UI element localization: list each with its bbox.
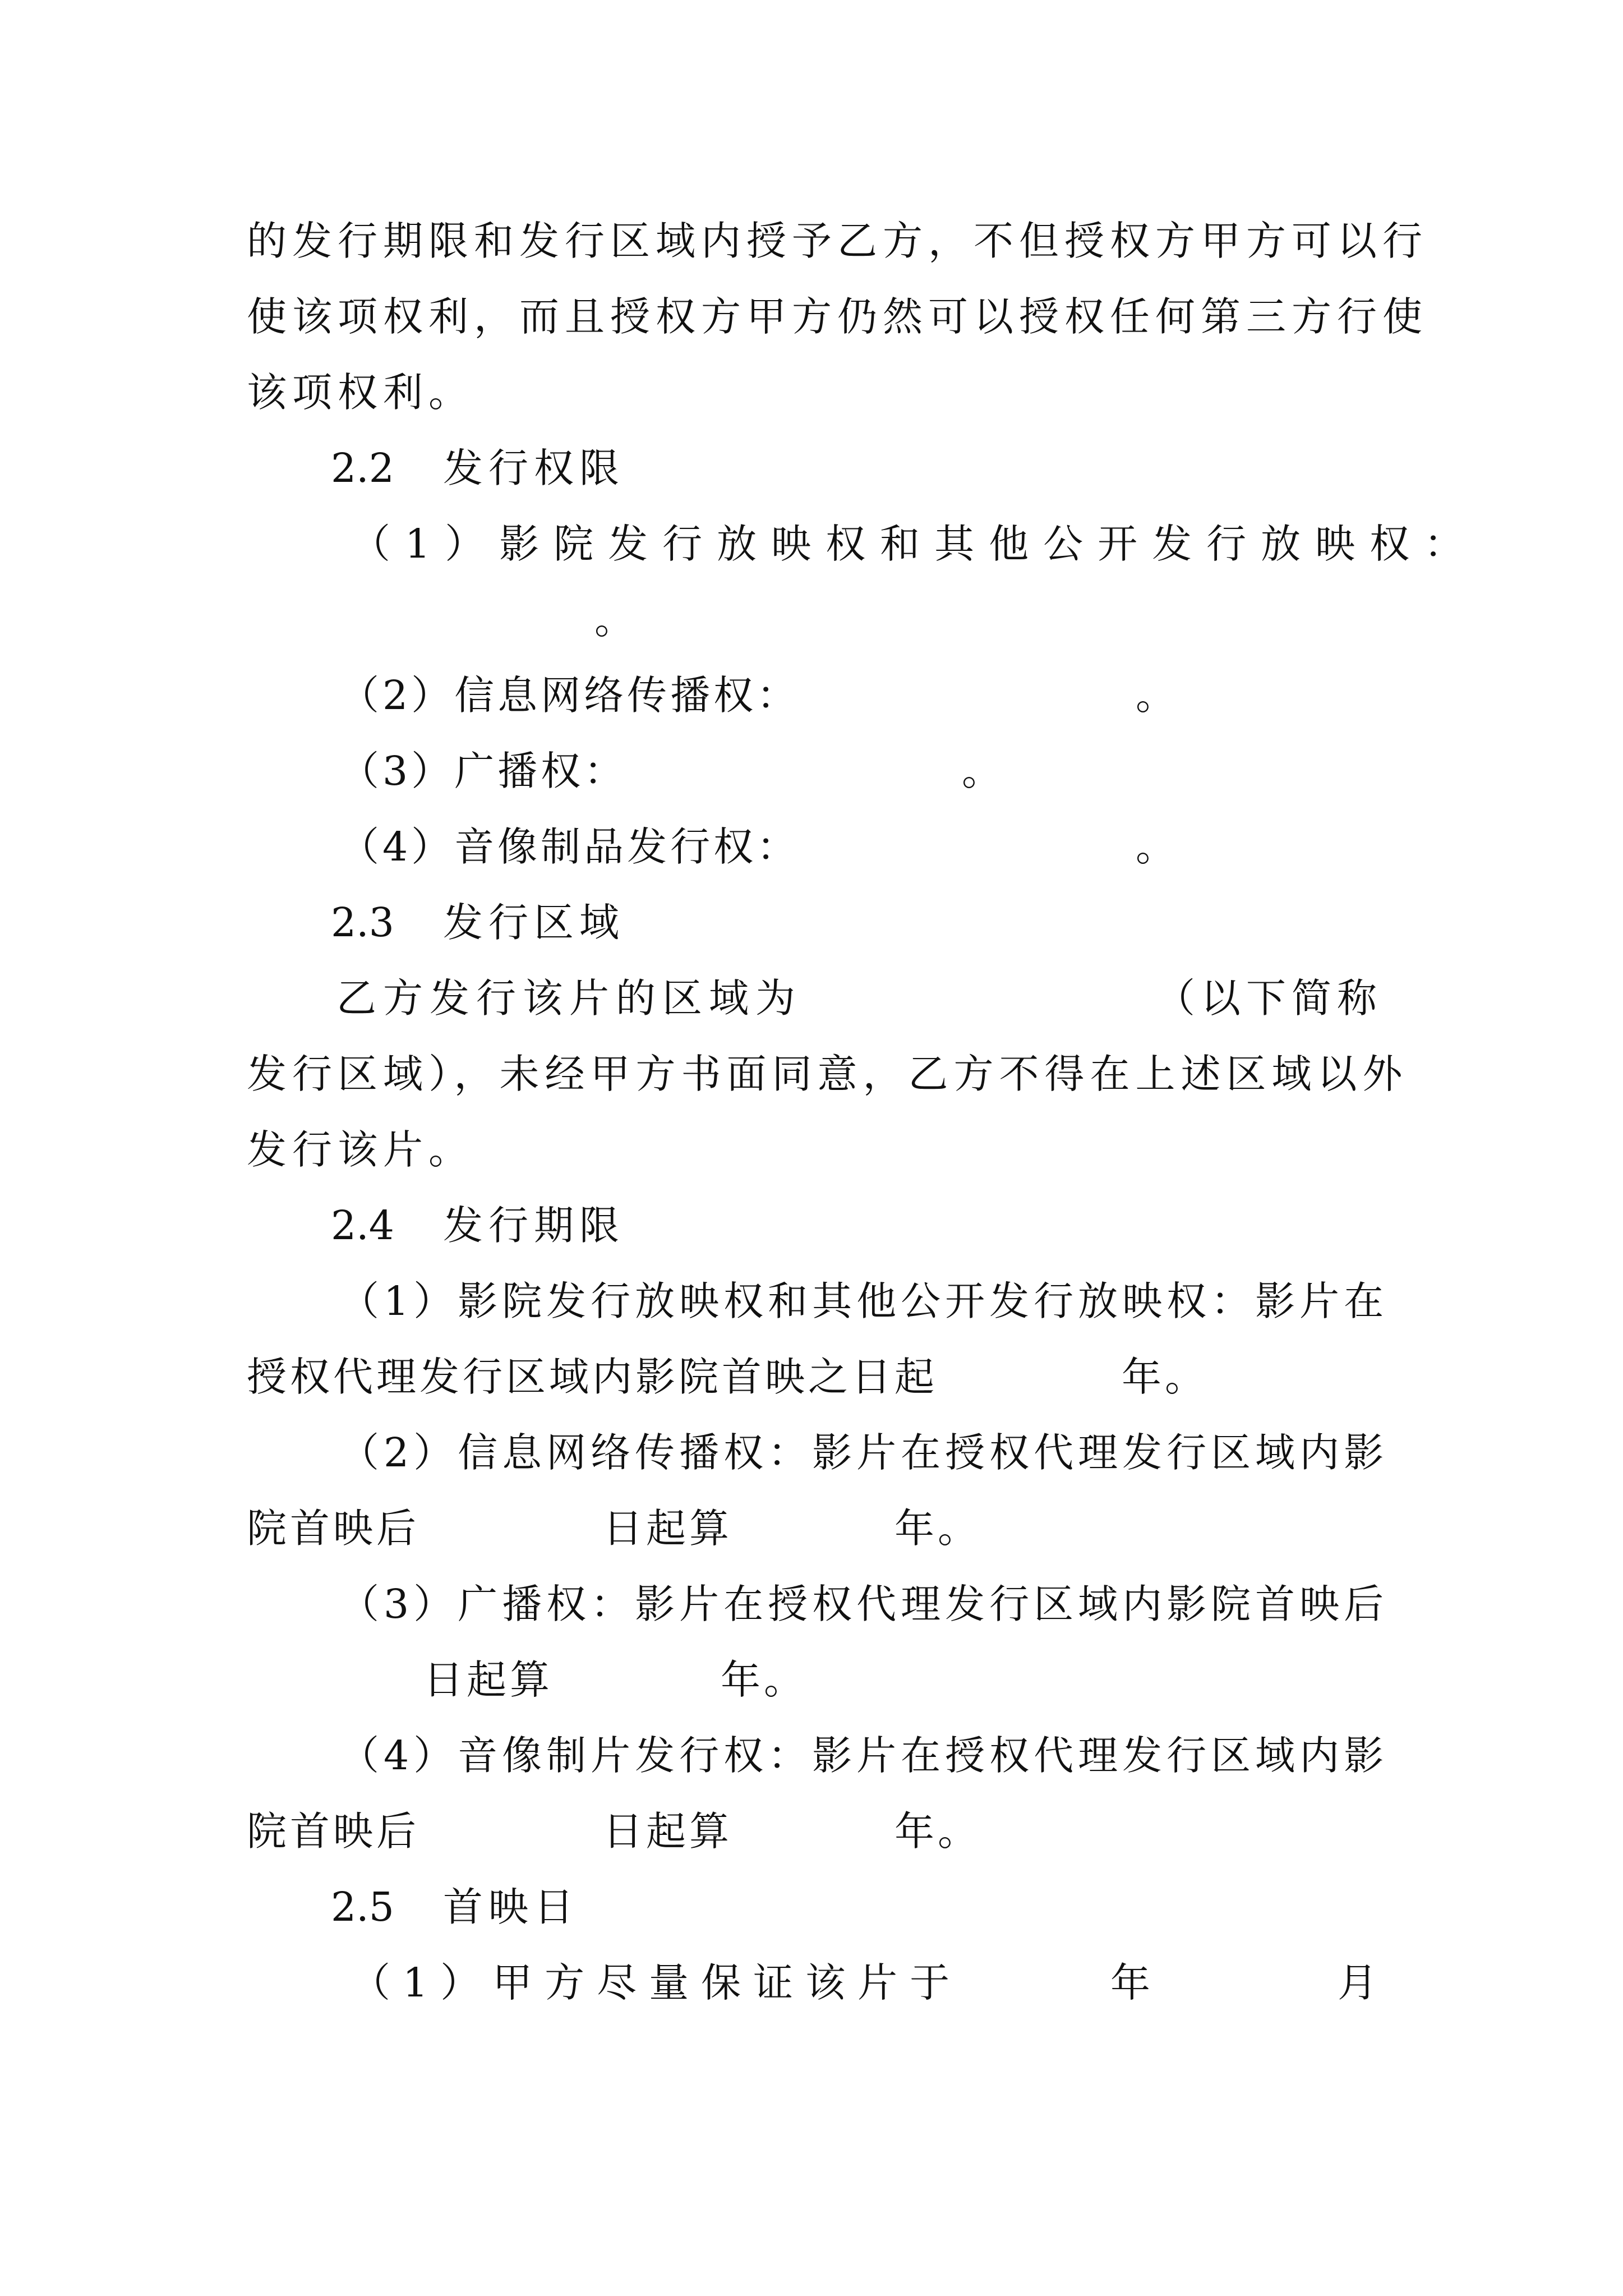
paragraph-text: 发行该片。 bbox=[247, 1126, 474, 1173]
list-item bbox=[0, 1725, 1623, 1787]
paragraph-line bbox=[0, 968, 1623, 1029]
list-item-text: 日起算 bbox=[603, 1505, 733, 1552]
paragraph-line bbox=[0, 286, 1623, 348]
list-item-end: 。 bbox=[594, 596, 635, 643]
paragraph-text: 乙方发行该片的区域为 bbox=[336, 975, 803, 1022]
section-number: 2.5 bbox=[331, 1884, 394, 1930]
paragraph-line bbox=[0, 1119, 1623, 1181]
list-item bbox=[0, 1952, 1623, 2014]
section-number: 2.4 bbox=[331, 1202, 394, 1249]
section-title: 发行权限 bbox=[443, 445, 625, 491]
list-item-text: 院首映后 bbox=[247, 1505, 420, 1552]
paragraph-tail: （以下简称 bbox=[1155, 975, 1383, 1022]
list-item-year: 年。 bbox=[721, 1657, 808, 1703]
list-item-continuation bbox=[0, 1649, 1623, 1711]
list-item-end: 。 bbox=[1136, 672, 1176, 719]
section-heading-2-4 bbox=[0, 1195, 1623, 1257]
list-item-year: 年。 bbox=[895, 1505, 981, 1552]
list-item-year: 年。 bbox=[895, 1808, 981, 1855]
list-item-year: 年 bbox=[1110, 1959, 1151, 2006]
list-item-text: 日起算 bbox=[603, 1808, 733, 1855]
list-item-text: （2）信息网络传播权：影片在授权代理发行区域内影 bbox=[339, 1429, 1389, 1476]
list-item bbox=[0, 740, 1623, 802]
section-title: 首映日 bbox=[443, 1884, 580, 1930]
list-item bbox=[0, 1422, 1623, 1484]
list-item bbox=[0, 513, 1623, 575]
list-item bbox=[0, 816, 1623, 878]
paragraph-line bbox=[0, 362, 1623, 424]
list-item-label: （2）信息网络传播权： bbox=[339, 672, 800, 719]
section-heading-2-3 bbox=[0, 892, 1623, 954]
list-item-text: 授权代理发行区域内影院首映之日起 bbox=[247, 1354, 938, 1400]
list-item-text: （3）广播权：影片在授权代理发行区域内影院首映后 bbox=[339, 1581, 1389, 1627]
list-item-continuation bbox=[0, 1801, 1623, 1862]
list-item-text: （1）影院发行放映权和其他公开发行放映权：影片在 bbox=[339, 1278, 1389, 1324]
paragraph-line bbox=[0, 210, 1623, 272]
paragraph-text: 的发行期限和发行区域内授予乙方，不但授权方甲方可以行 bbox=[247, 218, 1428, 264]
section-title: 发行区域 bbox=[443, 899, 625, 946]
list-item-continuation bbox=[0, 589, 1623, 651]
list-item bbox=[0, 665, 1623, 726]
list-item-label: （4）音像制品发行权： bbox=[339, 823, 800, 870]
paragraph-text: 使该项权利，而且授权方甲方仍然可以授权任何第三方行使 bbox=[247, 293, 1428, 340]
list-item-end: 。 bbox=[1136, 823, 1176, 870]
section-number: 2.3 bbox=[331, 899, 394, 946]
list-item-label: （1）影院发行放映权和其他公开发行放映权： bbox=[351, 521, 1479, 567]
section-heading-2-5 bbox=[0, 1876, 1623, 1938]
section-heading-2-2 bbox=[0, 438, 1623, 499]
list-item-text: 日起算 bbox=[423, 1657, 554, 1703]
paragraph-text: 该项权利。 bbox=[247, 369, 474, 416]
list-item bbox=[0, 1573, 1623, 1635]
section-title: 发行期限 bbox=[443, 1202, 625, 1249]
list-item-text: （4）音像制片发行权：影片在授权代理发行区域内影 bbox=[339, 1732, 1389, 1779]
list-item bbox=[0, 1271, 1623, 1332]
section-number: 2.2 bbox=[331, 445, 394, 491]
list-item-continuation bbox=[0, 1498, 1623, 1559]
list-item-continuation bbox=[0, 1346, 1623, 1408]
list-item-label: （3）广播权： bbox=[339, 748, 628, 794]
paragraph-text: 发行区域），未经甲方书面同意，乙方不得在上述区域以外 bbox=[247, 1051, 1408, 1097]
list-item-end: 。 bbox=[962, 748, 1002, 794]
paragraph-line bbox=[0, 1043, 1623, 1105]
list-item-year: 年。 bbox=[1122, 1354, 1209, 1400]
list-item-month: 月 bbox=[1338, 1959, 1378, 2006]
list-item-text: 院首映后 bbox=[247, 1808, 420, 1855]
list-item-text: （1）甲方尽量保证该片于 bbox=[351, 1959, 962, 2006]
